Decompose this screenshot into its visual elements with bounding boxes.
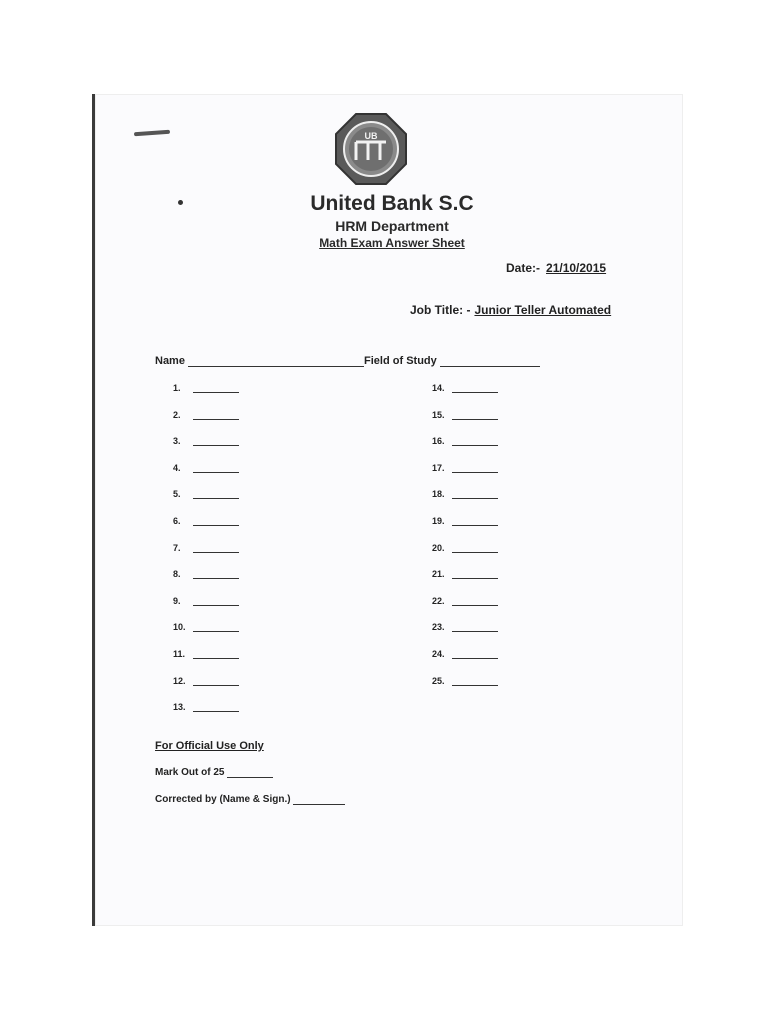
answer-field[interactable] xyxy=(452,488,498,499)
answer-field[interactable] xyxy=(193,595,239,606)
corrected-by-label: Corrected by (Name & Sign.) xyxy=(155,794,291,805)
answer-field[interactable] xyxy=(193,409,239,420)
answer-number: 3. xyxy=(173,436,181,446)
answer-number: 10. xyxy=(173,622,186,632)
answer-row xyxy=(173,675,239,686)
answer-field[interactable] xyxy=(452,409,498,420)
mark-label: Mark Out of 25 xyxy=(155,767,225,778)
corrected-by-field[interactable] xyxy=(293,794,345,805)
answer-field[interactable] xyxy=(452,648,498,659)
answer-row xyxy=(173,595,239,606)
answer-number: 13. xyxy=(173,702,186,712)
answer-field[interactable] xyxy=(452,542,498,553)
corrected-by-row xyxy=(155,794,345,805)
answer-number: 23. xyxy=(432,622,445,632)
answer-number: 14. xyxy=(432,383,445,393)
answer-row xyxy=(173,488,239,499)
answer-field[interactable] xyxy=(193,515,239,526)
answer-row xyxy=(173,435,239,446)
answer-field[interactable] xyxy=(452,462,498,473)
answer-number: 15. xyxy=(432,410,445,420)
answer-number: 12. xyxy=(173,676,186,686)
answer-field[interactable] xyxy=(452,595,498,606)
answer-number: 2. xyxy=(173,410,181,420)
answer-field[interactable] xyxy=(452,515,498,526)
answer-row xyxy=(173,515,239,526)
answer-row xyxy=(173,382,239,393)
answer-row xyxy=(173,409,239,420)
answer-row xyxy=(432,409,498,420)
answer-row xyxy=(432,621,498,632)
field-of-study-label: Field of Study xyxy=(364,355,437,367)
sheet-title: Math Exam Answer Sheet xyxy=(319,236,465,250)
answer-field[interactable] xyxy=(193,542,239,553)
answer-row xyxy=(432,515,498,526)
answer-row xyxy=(432,435,498,446)
answer-number: 18. xyxy=(432,489,445,499)
answer-field[interactable] xyxy=(452,435,498,446)
answer-row xyxy=(173,568,239,579)
answer-number: 17. xyxy=(432,463,445,473)
answer-row xyxy=(432,462,498,473)
job-title-row xyxy=(410,303,611,317)
answer-row xyxy=(432,595,498,606)
answer-field[interactable] xyxy=(193,621,239,632)
answer-field[interactable] xyxy=(452,382,498,393)
answer-number: 1. xyxy=(173,383,181,393)
answer-row xyxy=(173,462,239,473)
answer-number: 20. xyxy=(432,543,445,553)
answer-field[interactable] xyxy=(193,462,239,473)
answer-field[interactable] xyxy=(193,648,239,659)
answer-number: 16. xyxy=(432,436,445,446)
logo-lettering: UB xyxy=(364,131,378,141)
answer-field[interactable] xyxy=(193,675,239,686)
answer-row xyxy=(432,542,498,553)
name-label: Name xyxy=(155,355,185,367)
answer-field[interactable] xyxy=(193,488,239,499)
mark-field[interactable] xyxy=(227,767,273,778)
answer-field[interactable] xyxy=(193,568,239,579)
answer-field[interactable] xyxy=(452,675,498,686)
answer-row xyxy=(432,568,498,579)
answer-row xyxy=(173,621,239,632)
answer-field[interactable] xyxy=(452,621,498,632)
answer-row xyxy=(173,701,239,712)
answer-number: 19. xyxy=(432,516,445,526)
answer-number: 22. xyxy=(432,596,445,606)
answer-field[interactable] xyxy=(452,568,498,579)
answer-field[interactable] xyxy=(193,701,239,712)
answer-number: 9. xyxy=(173,596,181,606)
answer-number: 4. xyxy=(173,463,181,473)
answer-row xyxy=(173,542,239,553)
answer-number: 7. xyxy=(173,543,181,553)
department-name: HRM Department xyxy=(335,218,449,234)
name-field-row xyxy=(155,355,540,367)
answer-row xyxy=(432,488,498,499)
answer-number: 8. xyxy=(173,569,181,579)
answer-number: 24. xyxy=(432,649,445,659)
answer-row xyxy=(432,648,498,659)
bank-name: United Bank S.C xyxy=(310,192,474,215)
date-row xyxy=(506,261,606,275)
job-title-label: Job Title: - xyxy=(410,303,471,317)
field-of-study-field[interactable] xyxy=(440,356,540,367)
answer-number: 5. xyxy=(173,489,181,499)
date-value: 21/10/2015 xyxy=(546,261,607,275)
official-use-heading: For Official Use Only xyxy=(155,740,264,752)
date-label: Date:- xyxy=(506,261,541,275)
mark-row xyxy=(155,767,273,778)
job-title-value: Junior Teller Automated xyxy=(474,303,612,317)
answer-number: 21. xyxy=(432,569,445,579)
answer-row xyxy=(432,675,498,686)
answer-row xyxy=(432,382,498,393)
answer-number: 6. xyxy=(173,516,181,526)
answer-field[interactable] xyxy=(193,382,239,393)
answer-field[interactable] xyxy=(193,435,239,446)
answer-number: 11. xyxy=(173,649,186,659)
bank-logo-icon xyxy=(334,112,408,186)
name-field[interactable] xyxy=(188,356,364,367)
answer-number: 25. xyxy=(432,676,445,686)
answer-row xyxy=(173,648,239,659)
